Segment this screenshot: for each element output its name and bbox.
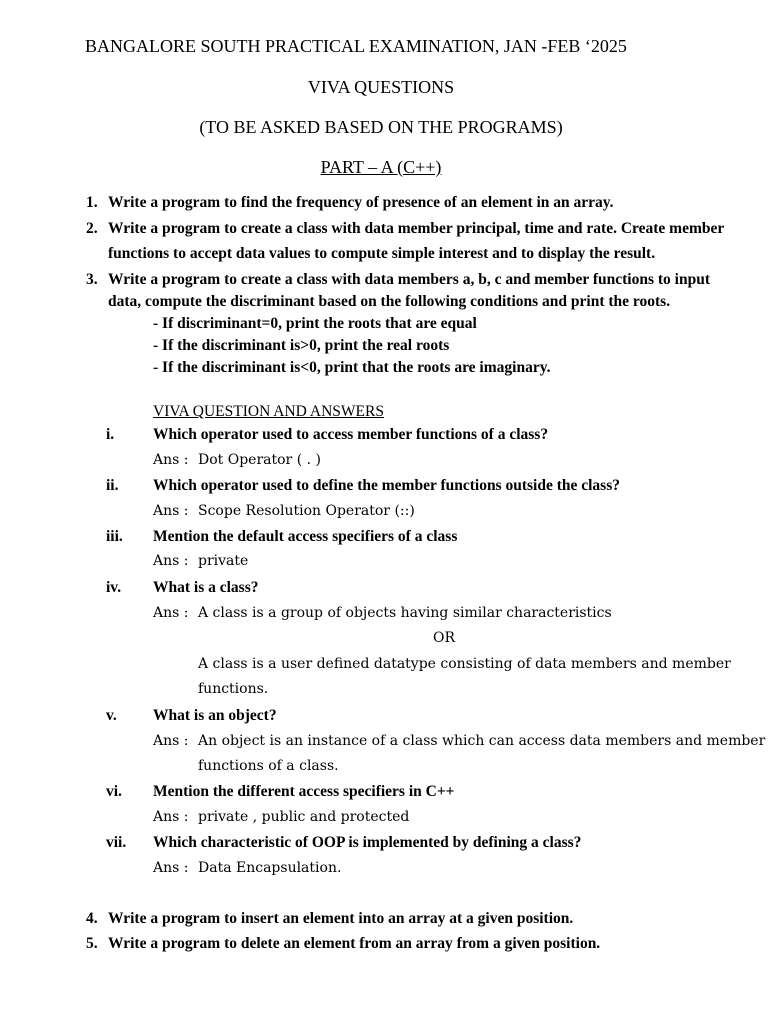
page-note: (TO BE ASKED BASED ON THE PROGRAMS) bbox=[199, 117, 563, 137]
ans-label: Ans : bbox=[153, 860, 189, 876]
program-text: Write a program to create a class with data member principal, time and rate. Create member bbox=[108, 220, 725, 237]
ans-label: Ans : bbox=[153, 605, 189, 621]
viva-question: Which characteristic of OOP is implemented by defining a class? bbox=[153, 834, 582, 851]
ans-label: Ans : bbox=[153, 553, 189, 569]
viva-question: Mention the different access specifiers in C++ bbox=[153, 783, 455, 800]
condition-item: - If discriminant=0, print the roots that are equal bbox=[153, 315, 477, 332]
ans-label: Ans : bbox=[153, 503, 189, 519]
viva-answer: A class is a user defined datatype consisting of data members and member bbox=[198, 656, 731, 672]
viva-number: iii. bbox=[106, 528, 123, 545]
viva-question: Which operator used to define the member functions outside the class? bbox=[153, 477, 620, 494]
viva-answer: Dot Operator ( . ) bbox=[198, 452, 321, 468]
viva-answer: functions of a class. bbox=[198, 758, 339, 774]
viva-answer: private , public and protected bbox=[198, 809, 410, 825]
viva-question: What is a class? bbox=[153, 579, 259, 596]
program-number: 5. bbox=[86, 935, 98, 952]
program-text: Write a program to insert an element into an array at a given position. bbox=[108, 910, 574, 927]
viva-answer: An object is an instance of a class which can access data members and member bbox=[198, 733, 766, 749]
or-separator: OR bbox=[433, 630, 456, 646]
program-text: Write a program to create a class with data members a, b, c and member functions to input bbox=[108, 271, 711, 288]
program-text: data, compute the discriminant based on the following conditions and print the roots. bbox=[108, 293, 671, 310]
condition-item: - If the discriminant is>0, print the real roots bbox=[153, 337, 450, 354]
part-heading: PART – A (C++) bbox=[320, 157, 442, 177]
program-number: 1. bbox=[86, 194, 98, 211]
viva-number: ii. bbox=[106, 477, 119, 494]
condition-item: - If the discriminant is<0, print that the roots are imaginary. bbox=[153, 359, 551, 376]
ans-label: Ans : bbox=[153, 733, 189, 749]
viva-answer: functions. bbox=[198, 681, 269, 697]
viva-question: What is an object? bbox=[153, 707, 277, 724]
viva-number: i. bbox=[106, 426, 115, 443]
viva-answer: A class is a group of objects having similar characteristics bbox=[198, 605, 612, 621]
viva-question: Mention the default access specifiers of a class bbox=[153, 528, 458, 545]
viva-number: vi. bbox=[106, 783, 122, 800]
viva-answer: Data Encapsulation. bbox=[198, 860, 342, 876]
viva-number: iv. bbox=[106, 579, 122, 596]
viva-number: vii. bbox=[106, 834, 127, 851]
ans-label: Ans : bbox=[153, 452, 189, 468]
viva-question: Which operator used to access member functions of a class? bbox=[153, 426, 549, 443]
program-text: Write a program to delete an element from an array from a given position. bbox=[108, 935, 601, 952]
program-text: Write a program to find the frequency of presence of an element in an array. bbox=[108, 194, 614, 211]
viva-answer: Scope Resolution Operator (::) bbox=[198, 503, 415, 519]
program-number: 2. bbox=[86, 220, 98, 237]
viva-answer: private bbox=[198, 553, 249, 569]
program-number: 3. bbox=[86, 271, 98, 288]
viva-heading: VIVA QUESTION AND ANSWERS bbox=[153, 403, 384, 420]
page-subtitle: VIVA QUESTIONS bbox=[307, 77, 455, 97]
exam-title: BANGALORE SOUTH PRACTICAL EXAMINATION, JAN -FEB ‘2025 bbox=[85, 36, 627, 56]
viva-number: v. bbox=[106, 707, 117, 724]
program-text: functions to accept data values to compute simple interest and to display the result. bbox=[108, 245, 656, 262]
ans-label: Ans : bbox=[153, 809, 189, 825]
program-number: 4. bbox=[86, 910, 98, 927]
